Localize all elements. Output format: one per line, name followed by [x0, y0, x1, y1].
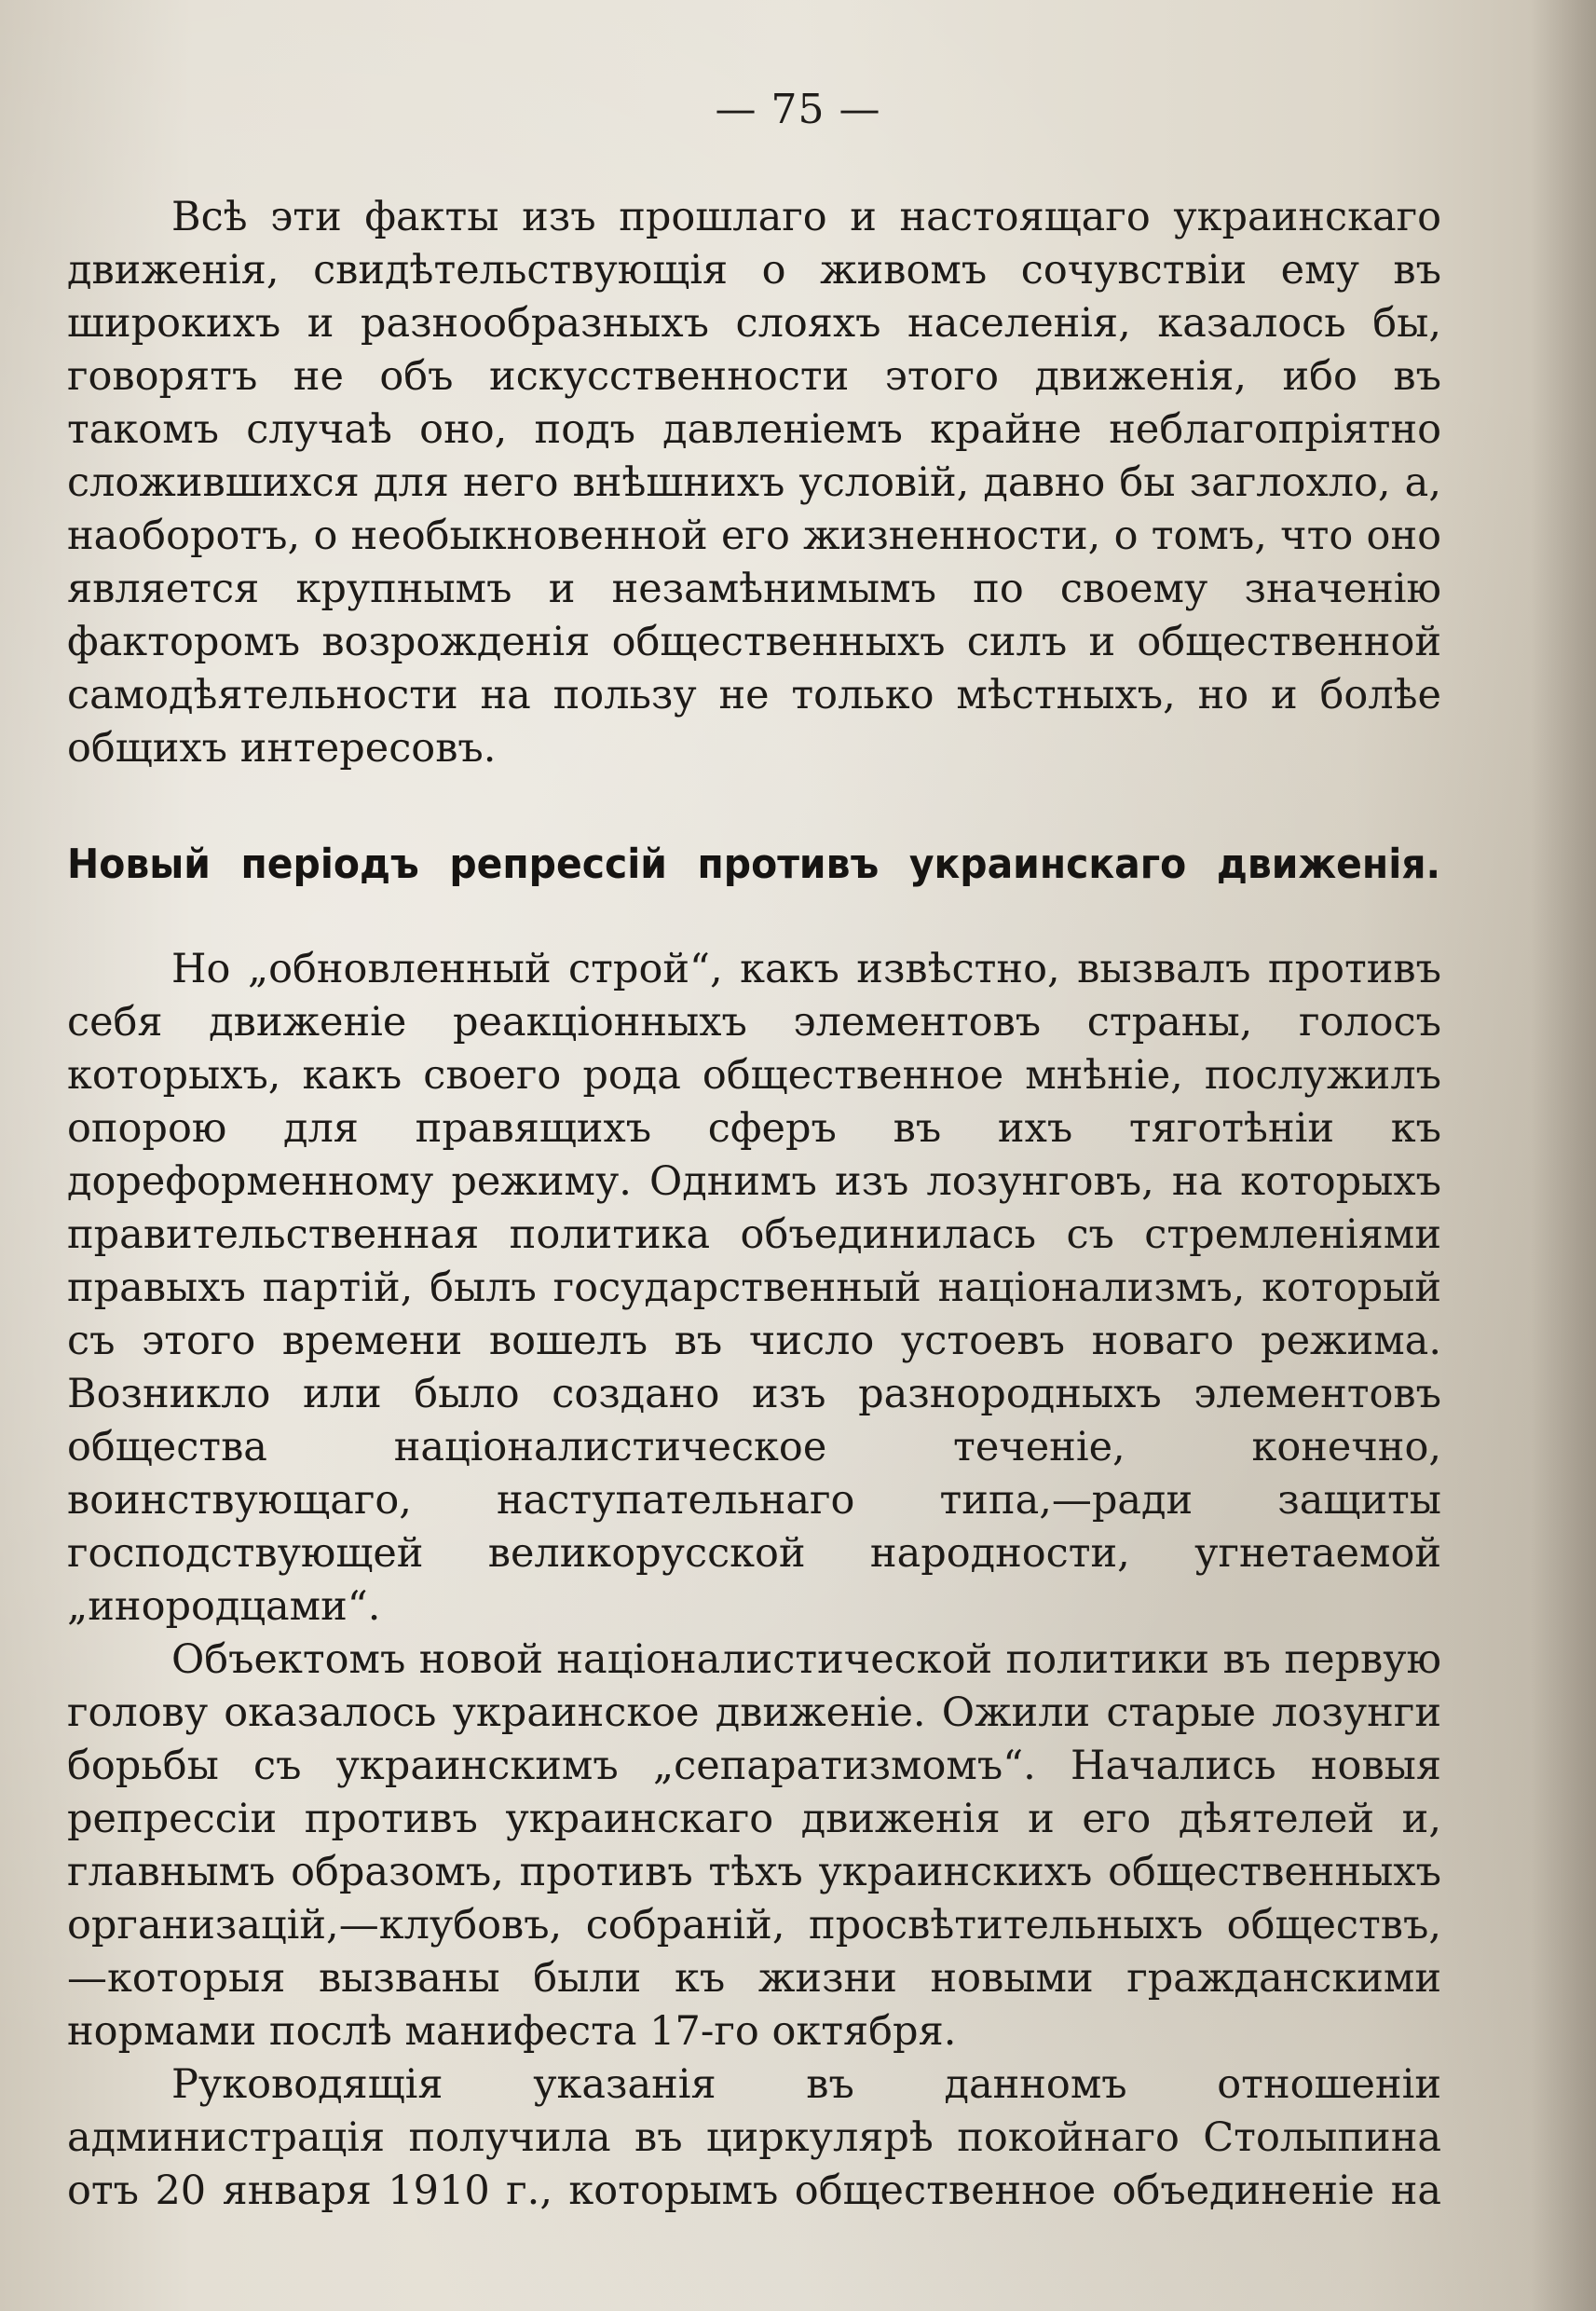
- page-number: — 75 —: [715, 86, 881, 133]
- text-block-before-heading: [67, 191, 1441, 775]
- page-edge-shadow: [1531, 0, 1596, 2311]
- section-heading: Новый періодъ репрессій противъ украинскаго движенія.: [67, 841, 1441, 888]
- paragraph: Объектомъ новой націоналистической политики въ первую голову оказалось украинское движеніе. Ожили старые лозунги борьбы съ украинскимъ „сепаратизмомъ“. Начались новыя репрессіи противъ украинскаго движенія и его дѣятелей и, главнымъ образомъ, противъ тѣхъ украинскихъ общественныхъ организацій,—клубовъ, собраній, просвѣтительныхъ обществъ,—которыя вызваны были къ жизни новыми гражданскими нормами послѣ манифеста 17-го октября.: [67, 1636, 1441, 2055]
- paragraph: Всѣ эти факты изъ прошлаго и настоящаго украинскаго движенія, свидѣтельствующія о живомъ сочувствіи ему въ широкихъ и разнообразныхъ слояхъ населенія, казалось бы, говорятъ не объ искусственности этого движенія, ибо въ такомъ случаѣ оно, подъ давленіемъ крайне неблагопріятно сложившихся для него внѣшнихъ условій, давно бы заглохло, а, наоборотъ, о необыкновенной его жизненности, о томъ, что оно является крупнымъ и незамѣнимымъ по своему значенію факторомъ возрожденія общественныхъ силъ и общественной самодѣятельности на пользу не только мѣстныхъ, но и болѣе общихъ интересовъ.: [67, 194, 1441, 772]
- text-block-after-heading: [67, 943, 1441, 2218]
- paragraph: Руководящія указанія въ данномъ отношеніи администрація получила въ циркулярѣ покойнаго Столыпина отъ 20 января 1910 г., которымъ общественное объединеніе на: [67, 2061, 1441, 2214]
- paragraph: Но „обновленный строй“, какъ извѣстно, вызвалъ противъ себя движеніе реакціонныхъ элементовъ страны, голосъ которыхъ, какъ своего рода общественное мнѣніе, послужилъ опорою для правящихъ сферъ въ ихъ тяготѣніи къ дореформенному режиму. Однимъ изъ лозунговъ, на которыхъ правительственная политика объединилась съ стремленіями правыхъ партій, былъ государственный націонализмъ, который съ этого времени вошелъ въ число устоевъ новаго режима. Возникло или было создано изъ разнородныхъ элементовъ общества націоналистическое теченіе, конечно, воинствующаго, наступательнаго типа,—ради защиты господствующей великорусской народности, угнетаемой „инородцами“.: [67, 946, 1441, 1630]
